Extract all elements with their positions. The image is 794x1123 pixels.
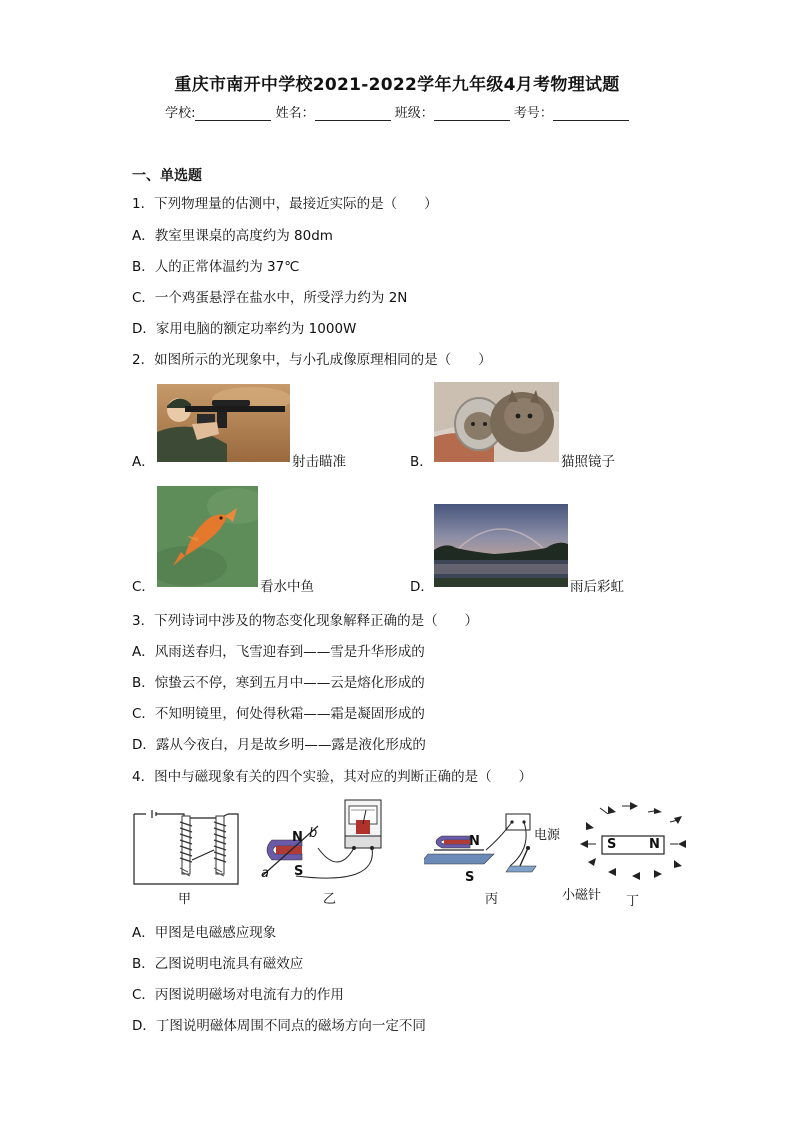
number-blank[interactable]	[553, 108, 629, 121]
student-info-line	[0, 102, 794, 121]
figure-ding-south-label: S	[607, 837, 617, 852]
q2-stem: 2．如图所示的光现象中，与小孔成像原理相同的是（ ）	[132, 352, 492, 368]
figure-jia-electromagnets	[132, 806, 240, 886]
fish-photo	[157, 486, 258, 587]
class-label: 班级：	[394, 106, 434, 121]
q4-option-b[interactable]: B．乙图说明电流具有磁效应	[132, 956, 304, 972]
figure-yi-south-label: S	[294, 864, 304, 879]
page-title: 重庆市南开中学校2021-2022学年九年级4月考物理试题	[174, 75, 620, 95]
q2-option-c-label[interactable]: C．	[132, 579, 155, 595]
figure-yi-north-label: N	[292, 830, 303, 845]
q2-option-d-label[interactable]: D．	[410, 579, 434, 595]
q2-option-c-caption: 看水中鱼	[260, 579, 314, 595]
name-blank[interactable]	[315, 108, 391, 121]
number-label: 考号：	[513, 106, 553, 121]
cat-mirror-photo	[434, 382, 559, 462]
shooting-photo	[157, 384, 290, 462]
figure-bing-power-label: 电源	[534, 828, 561, 843]
figure-yi-label: 乙	[323, 892, 337, 907]
q3-option-b[interactable]: B．惊蛰云不停，寒到五月中——云是熔化形成的	[132, 675, 425, 691]
figure-ding-north-label: N	[649, 837, 660, 852]
q4-option-c[interactable]: C．丙图说明磁场对电流有力的作用	[132, 987, 344, 1003]
section-heading: 一、单选题	[132, 168, 202, 184]
name-label: 姓名：	[275, 106, 315, 121]
q2-option-a-caption: 射击瞄准	[292, 454, 346, 470]
q1-option-d[interactable]: D．家用电脑的额定功率约为 1000W	[132, 321, 357, 337]
figure-bing-north-label: N	[469, 834, 480, 849]
figure-yi-generator	[258, 796, 388, 886]
rainbow-photo	[434, 504, 568, 587]
figure-ding-needle-label: 小磁针	[562, 888, 602, 903]
q4-option-d[interactable]: D．丁图说明磁体周围不同点的磁场方向一定不同	[132, 1018, 426, 1034]
figure-bing-label: 丙	[485, 892, 499, 907]
q2-option-b-caption: 猫照镜子	[561, 454, 615, 470]
q2-option-b-label[interactable]: B．	[410, 454, 433, 470]
q3-stem: 3．下列诗词中涉及的物态变化现象解释正确的是（ ）	[132, 613, 479, 629]
class-blank[interactable]	[434, 108, 510, 121]
q3-option-a[interactable]: A．风雨送春归，飞雪迎春到——雪是升华形成的	[132, 644, 425, 660]
figure-jia-label: 甲	[178, 892, 192, 907]
figure-bing-motor	[424, 808, 559, 880]
school-label: 学校:	[165, 106, 196, 121]
q4-option-a[interactable]: A．甲图是电磁感应现象	[132, 925, 277, 941]
q3-option-d[interactable]: D．露从今夜白，月是故乡明——露是液化形成的	[132, 737, 426, 753]
school-blank[interactable]	[195, 108, 271, 121]
q1-option-a[interactable]: A．教室里课桌的高度约为 80dm	[132, 228, 333, 244]
figure-ding-label: 丁	[626, 894, 640, 909]
q1-option-b[interactable]: B．人的正常体温约为 37℃	[132, 259, 300, 275]
q2-option-d-caption: 雨后彩虹	[570, 579, 624, 595]
q2-option-a-label[interactable]: A．	[132, 454, 155, 470]
figure-yi-b-label: b	[309, 826, 318, 841]
q4-stem: 4．图中与磁现象有关的四个实验，其对应的判断正确的是（ ）	[132, 769, 533, 785]
q1-option-c[interactable]: C．一个鸡蛋悬浮在盐水中，所受浮力约为 2N	[132, 290, 408, 306]
figure-bing-south-label: S	[465, 870, 475, 885]
figure-yi-a-label: a	[261, 866, 269, 881]
q3-option-c[interactable]: C．不知明镜里，何处得秋霜——霜是凝固形成的	[132, 706, 425, 722]
figure-ding-bar-magnet	[578, 800, 690, 884]
q1-stem: 1．下列物理量的估测中，最接近实际的是（ ）	[132, 196, 438, 212]
